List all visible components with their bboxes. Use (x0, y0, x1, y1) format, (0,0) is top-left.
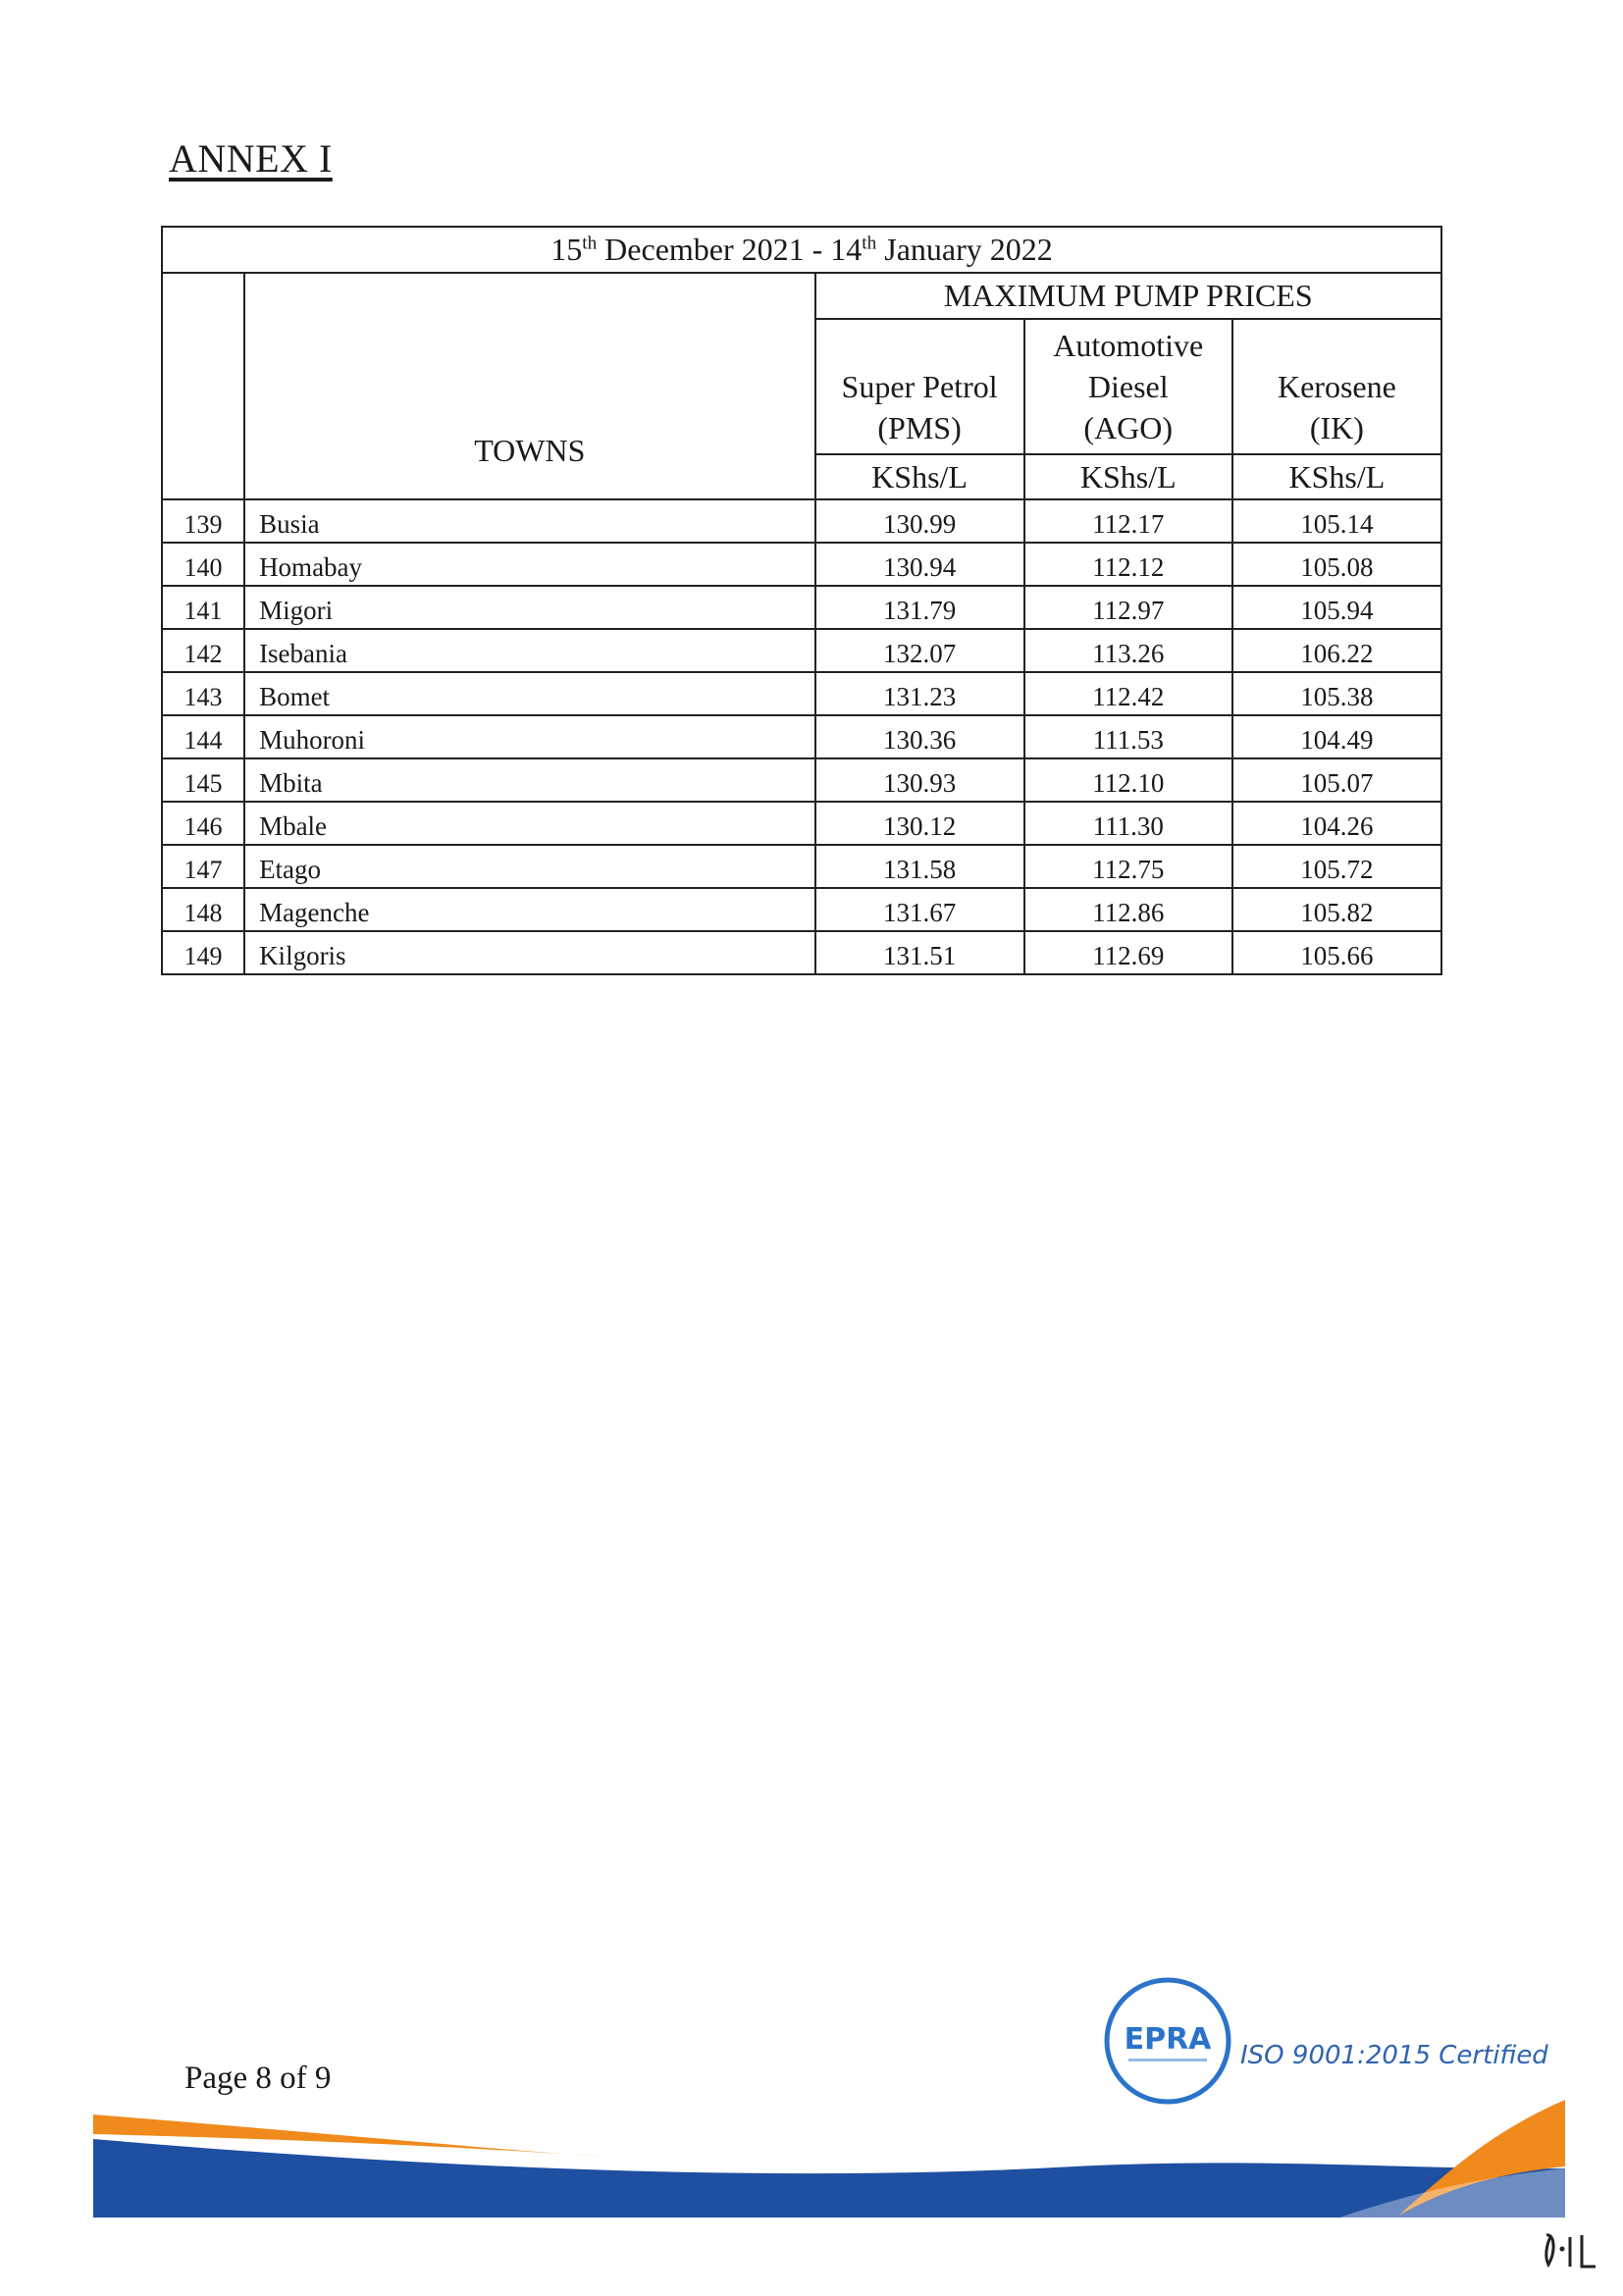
row-number: 142 (162, 629, 244, 672)
row-number: 146 (162, 802, 244, 845)
table-row (162, 543, 1441, 586)
page-number: Page 8 of 9 (184, 2061, 332, 2096)
price-ik: 105.94 (1232, 586, 1441, 629)
row-number: 140 (162, 543, 244, 586)
town-name: Magenche (244, 888, 814, 931)
unit-header-pms: KShs/L (815, 454, 1024, 499)
price-ago: 112.69 (1024, 931, 1232, 974)
price-ago: 111.30 (1024, 802, 1232, 845)
towns-header: TOWNS (244, 273, 814, 499)
epra-logo-text: EPRA (1124, 2022, 1212, 2057)
town-name: Mbale (244, 802, 814, 845)
price-ik: 105.08 (1232, 543, 1441, 586)
row-number: 144 (162, 715, 244, 758)
price-ago: 112.17 (1024, 499, 1232, 543)
price-pms: 130.99 (815, 499, 1024, 543)
town-name: Busia (244, 499, 814, 543)
epra-logo (1099, 1972, 1236, 2110)
price-ago: 112.97 (1024, 586, 1232, 629)
price-pms: 131.67 (815, 888, 1024, 931)
unit-header-ago: KShs/L (1024, 454, 1232, 499)
price-ago: 111.53 (1024, 715, 1232, 758)
table-row (162, 672, 1441, 715)
price-pms: 130.94 (815, 543, 1024, 586)
town-name: Kilgoris (244, 931, 814, 974)
price-ik: 105.82 (1232, 888, 1441, 931)
price-ago: 113.26 (1024, 629, 1232, 672)
price-pms: 131.23 (815, 672, 1024, 715)
number-header-cell (162, 273, 244, 499)
unit-header-ik: KShs/L (1232, 454, 1441, 499)
town-name: Muhoroni (244, 715, 814, 758)
handwritten-initials (1541, 2227, 1599, 2276)
table-row (162, 715, 1441, 758)
fuel-header-pms: Super Petrol (PMS) (815, 319, 1024, 454)
price-ago: 112.75 (1024, 845, 1232, 888)
table-row (162, 802, 1441, 845)
price-ago: 112.12 (1024, 543, 1232, 586)
price-pms: 131.58 (815, 845, 1024, 888)
town-name: Mbita (244, 758, 814, 802)
price-ik: 105.38 (1232, 672, 1441, 715)
period-header: 15th December 2021 - 14th January 2022 (162, 227, 1441, 273)
town-name: Isebania (244, 629, 814, 672)
table-row (162, 845, 1441, 888)
iso-certification: ISO 9001:2015 Certified (1240, 2041, 1548, 2070)
price-pms: 131.79 (815, 586, 1024, 629)
town-name: Homabay (244, 543, 814, 586)
table-row (162, 586, 1441, 629)
table-row (162, 629, 1441, 672)
price-ik: 105.72 (1232, 845, 1441, 888)
price-ago: 112.10 (1024, 758, 1232, 802)
town-name: Bomet (244, 672, 814, 715)
price-pms: 132.07 (815, 629, 1024, 672)
price-ik: 104.26 (1232, 802, 1441, 845)
price-pms: 130.93 (815, 758, 1024, 802)
price-pms: 130.36 (815, 715, 1024, 758)
table-row (162, 499, 1441, 543)
price-ik: 105.66 (1232, 931, 1441, 974)
table-row (162, 888, 1441, 931)
price-ik: 105.14 (1232, 499, 1441, 543)
row-number: 143 (162, 672, 244, 715)
row-number: 149 (162, 931, 244, 974)
fuel-header-ik: Kerosene (IK) (1232, 319, 1441, 454)
pump-prices-table (161, 226, 1442, 975)
footer-wave-graphic (93, 2080, 1565, 2218)
price-ago: 112.86 (1024, 888, 1232, 931)
town-name: Etago (244, 845, 814, 888)
town-name: Migori (244, 586, 814, 629)
price-ago: 112.42 (1024, 672, 1232, 715)
row-number: 139 (162, 499, 244, 543)
fuel-header-ago: Automotive Diesel (AGO) (1024, 319, 1232, 454)
row-number: 147 (162, 845, 244, 888)
price-pms: 130.12 (815, 802, 1024, 845)
table-row (162, 931, 1441, 974)
max-pump-prices-header: MAXIMUM PUMP PRICES (815, 273, 1442, 319)
price-ik: 105.07 (1232, 758, 1441, 802)
table-row (162, 758, 1441, 802)
price-ik: 104.49 (1232, 715, 1441, 758)
row-number: 145 (162, 758, 244, 802)
price-ik: 106.22 (1232, 629, 1441, 672)
row-number: 141 (162, 586, 244, 629)
price-pms: 131.51 (815, 931, 1024, 974)
annex-title: ANNEX I (169, 136, 333, 181)
row-number: 148 (162, 888, 244, 931)
